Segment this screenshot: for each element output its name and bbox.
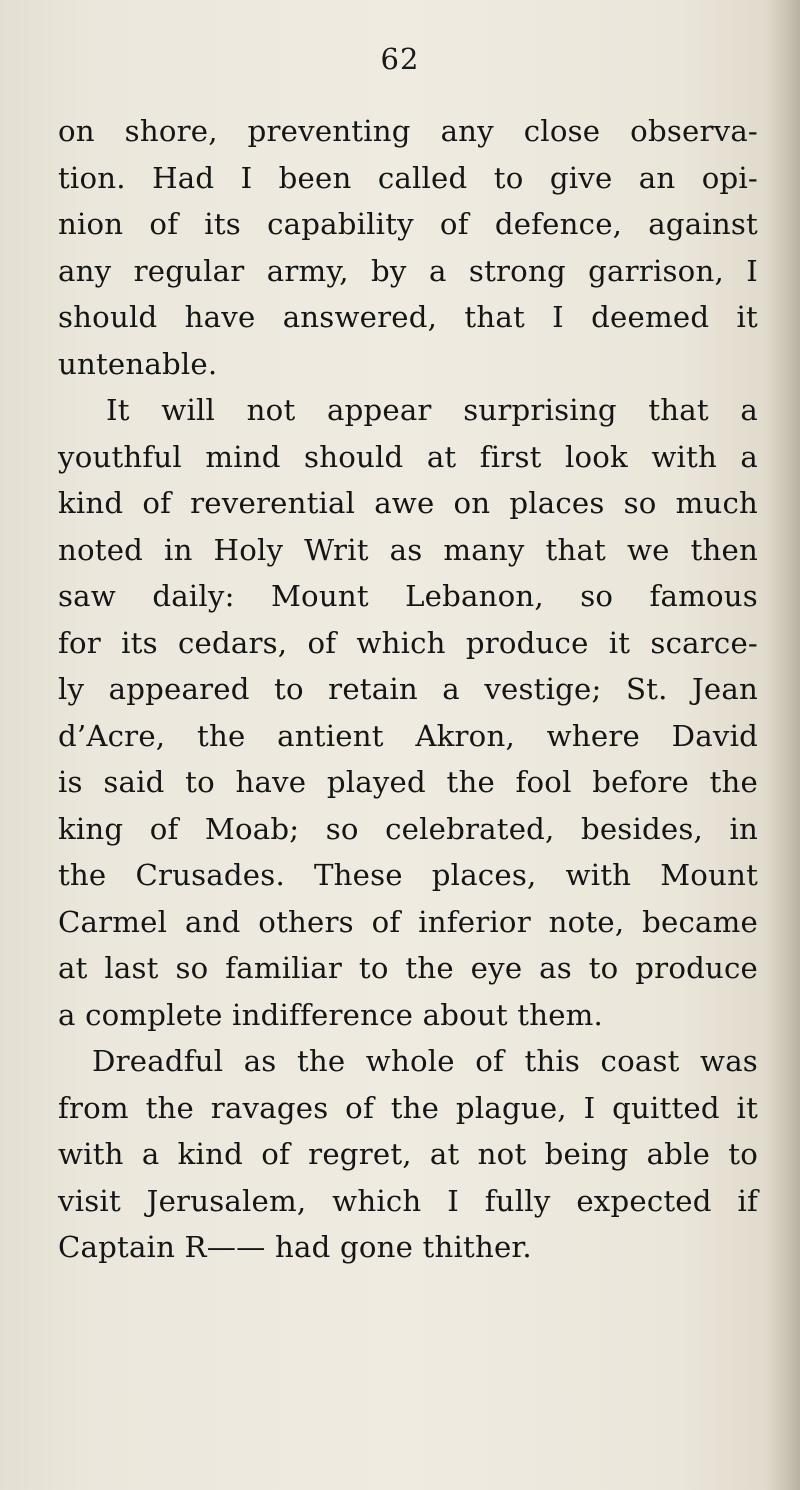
text-line: any regular army, by a strong garrison, I bbox=[58, 253, 758, 288]
text-line: d’Acre, the antient Akron, where David bbox=[58, 718, 758, 753]
text-line: It will not appear surprising that a bbox=[106, 393, 758, 427]
text-line: king of Moab; so celebrated, besides, in bbox=[58, 811, 758, 846]
page-edge-shadow bbox=[766, 0, 800, 1490]
text-line: is said to have played the fool before the bbox=[58, 765, 758, 799]
text-line: Carmel and others of inferior note, became bbox=[58, 904, 758, 939]
text-line: ly appeared to retain a vestige; St. Jean bbox=[58, 672, 758, 706]
text-line: for its cedars, of which produce it scarce- bbox=[58, 625, 758, 660]
text-line: Dreadful as the whole of this coast was bbox=[92, 1044, 758, 1078]
text-line: from the ravages of the plague, I quitted it bbox=[58, 1090, 758, 1125]
text-line: should have answered, that I deemed it bbox=[58, 300, 758, 334]
text-line: Captain R—— had gone thither. bbox=[58, 1230, 532, 1264]
text-line: with a kind of regret, at not being able to bbox=[58, 1137, 758, 1171]
text-line: the Crusades. These places, with Mount bbox=[58, 858, 758, 892]
text-line: at last so familiar to the eye as to produce bbox=[58, 951, 758, 985]
page-number: 62 bbox=[380, 42, 420, 76]
text-line: a complete indifference about them. bbox=[58, 997, 604, 1032]
text-line: nion of its capability of defence, against bbox=[58, 207, 758, 241]
text-line: on shore, preventing any close observa- bbox=[58, 114, 758, 148]
text-line: tion. Had I been called to give an opi- bbox=[58, 160, 758, 195]
text-line: saw daily: Mount Lebanon, so famous bbox=[58, 579, 758, 613]
text-line: visit Jerusalem, which I fully expected if bbox=[58, 1183, 758, 1218]
text-line: untenable. bbox=[58, 346, 218, 381]
text-line: youthful mind should at first look with a bbox=[58, 439, 758, 474]
text-line: kind of reverential awe on places so much bbox=[58, 486, 758, 520]
body-text bbox=[58, 108, 758, 1271]
text-line: noted in Holy Writ as many that we then bbox=[58, 532, 758, 567]
